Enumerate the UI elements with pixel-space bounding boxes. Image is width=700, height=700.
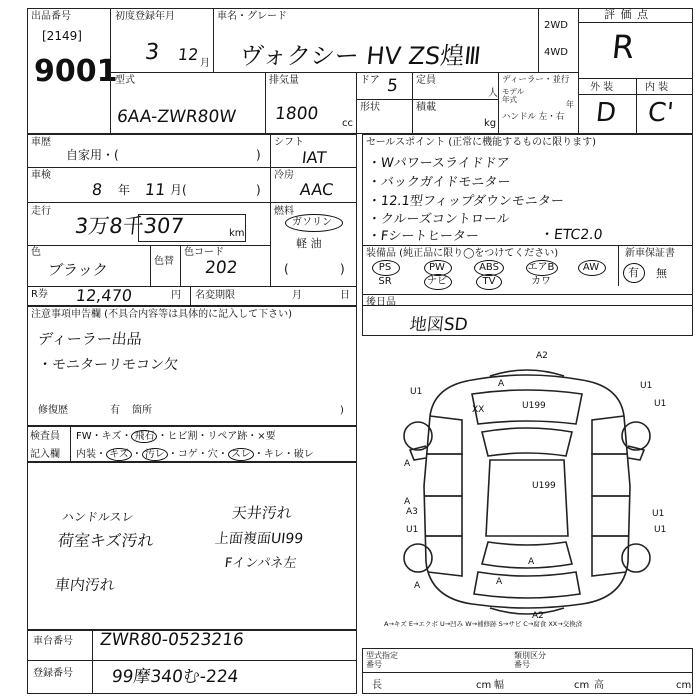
remark-5: Fインパネ左 — [224, 556, 298, 571]
sales-item-2: ・バックガイドモニター — [367, 175, 512, 190]
fuel-paren-close: ) — [340, 262, 345, 276]
color-code: 202 — [203, 258, 239, 278]
recorder-label: 記入欄 — [30, 449, 60, 460]
scratch-mark: キズ — [101, 431, 122, 442]
width-label: 幅 — [494, 680, 504, 691]
footer-divider — [92, 630, 93, 694]
spec-top-line — [110, 72, 578, 73]
lot-label: 出品番号 — [31, 11, 71, 22]
mark-left-rear: U1 — [406, 525, 419, 535]
chassis-label: 車台番号 — [33, 636, 73, 647]
stain-mark: 汚レ — [142, 448, 168, 461]
car-name-label: 車名・グレード — [217, 11, 287, 22]
displacement-label: 排気量 — [269, 75, 299, 86]
dealer-label: ディーラー・並行 — [502, 75, 570, 85]
fw-mark: FW — [76, 431, 92, 442]
height-label: 高 — [594, 680, 604, 691]
history-label: 車歴 — [31, 137, 51, 148]
mark-tailgate-1: A — [528, 557, 535, 567]
sales-points-label: セールスポイント (正常に機能するものに限ります) — [366, 137, 597, 148]
score-divider — [578, 8, 579, 134]
model-divider — [265, 72, 266, 134]
recycle-divider — [190, 286, 191, 306]
plate-value: 99摩340む-224 — [110, 667, 240, 687]
mark-right-side: U1 — [652, 509, 665, 519]
color-change-label: 色替 — [154, 256, 174, 267]
first-reg-year: 3 — [143, 40, 161, 65]
chassis-value: ZWR80-0523216 — [98, 630, 245, 650]
history-value: 自家用・( — [66, 148, 119, 162]
option-abs: ABS — [479, 262, 499, 273]
mark-hood-left: A — [498, 379, 505, 389]
recycle-unit: 円 — [171, 290, 181, 301]
mark-left-side-2: A — [404, 497, 411, 507]
inspector-row1: FW・キズ・ 飛石 ・ヒビ割・リペア跡・×要 — [76, 431, 276, 442]
car-name: ヴォクシー HV ZS煌Ⅲ — [238, 42, 483, 70]
aw-circle — [578, 260, 606, 276]
person-unit: 人 — [488, 88, 498, 99]
shape-divider — [412, 99, 413, 134]
color-divider — [150, 245, 151, 286]
model-value: 6AA-ZWR80W — [115, 107, 238, 127]
rear-left-wheel — [404, 544, 432, 572]
mark-left-fender-xx: XX — [472, 405, 485, 415]
sales-item-extra: ・ETC2.0 — [539, 227, 604, 243]
mark-front-bumper: A2 — [536, 351, 548, 361]
doors-divider — [412, 72, 413, 99]
recycle-value: 12,470 — [75, 286, 133, 305]
tailgate — [474, 572, 580, 598]
cert-label: 型式指定 番号 — [366, 651, 398, 669]
option-ps: PS — [378, 262, 392, 273]
inspector-label: 検査員 — [30, 431, 60, 442]
footer-mid-line — [27, 660, 357, 661]
lot-divider — [110, 8, 111, 134]
shift-value: IAT — [301, 148, 328, 167]
mileage-line — [27, 245, 270, 246]
warranty-label: 新車保証書 — [625, 248, 675, 259]
mark-roof: U199 — [532, 481, 556, 491]
windshield — [482, 428, 572, 456]
warranty-circle — [623, 263, 645, 283]
rear-right-wheel — [622, 544, 650, 572]
inspection-month-unit: 月( — [170, 183, 187, 197]
dealer-divider — [498, 72, 499, 134]
mark-tailgate-2: A — [496, 577, 503, 587]
sales-item-3: ・12.1型フィップダウンモニター — [367, 194, 565, 209]
ps-circle — [372, 260, 400, 276]
repair-label: 修復歴 — [38, 405, 68, 416]
option-navi: ナビ — [427, 276, 447, 287]
first-reg-label: 初度登録年月 — [115, 11, 175, 22]
first-reg-month-unit: 月 — [200, 58, 210, 69]
option-tv: TV — [482, 276, 496, 287]
notes-line-1: ディーラー出品 — [37, 330, 143, 348]
notes-label: 注意事項申告欄 (不具合内容等は具体的に記入して下さい) — [31, 309, 292, 320]
warranty-none: 無 — [656, 267, 667, 280]
cert-line — [362, 672, 693, 673]
kg-unit: kg — [484, 118, 497, 129]
code-divider — [180, 245, 181, 286]
remark-4: 上面複面UI99 — [214, 531, 304, 547]
plate-expiry-month: 月 — [292, 290, 302, 301]
inspection-month: 11 — [144, 180, 167, 199]
inspector-divider — [70, 426, 71, 462]
option-leather: カワ — [531, 276, 551, 287]
remark-2: 荷室キズ汚れ — [56, 531, 155, 550]
sales-item-5: ・Fシートヒーター — [367, 229, 480, 244]
grade-line-2 — [578, 94, 693, 95]
airbag-circle — [526, 260, 558, 276]
crack-mark: ヒビ割 — [167, 431, 198, 442]
lot-number: 9001 — [34, 54, 118, 89]
plate-expiry-label: 名変期限 — [195, 290, 235, 301]
plate-expiry-day: 日 — [340, 290, 350, 301]
mileage-unit: km — [229, 228, 245, 239]
reg-divider — [213, 8, 214, 72]
option-pw: PW — [429, 262, 445, 273]
inspection-year-unit: 年 — [118, 183, 131, 197]
inspector-row2: 内装・ キズ ・ 汚レ ・コゲ・穴・ スレ ・キレ・破レ — [76, 449, 314, 460]
model-year-label: モデル 年式 — [502, 87, 525, 104]
mark-left-quarter: A3 — [406, 507, 418, 517]
class-label: 類別区分 番号 — [514, 651, 546, 669]
roof — [486, 460, 568, 536]
inspection-year: 8 — [91, 180, 104, 199]
remark-3: 天井汚れ — [231, 504, 293, 522]
fuel-alt: 軽 油 — [296, 237, 322, 250]
equipment-line — [362, 245, 693, 246]
color-code-label: 色コード — [184, 247, 224, 258]
inspection-label: 車検 — [31, 170, 51, 181]
left-front-door — [424, 454, 462, 496]
required-mark: ×要 — [257, 431, 276, 442]
cc-unit: cc — [342, 118, 353, 129]
recycle-label: R券 — [31, 289, 48, 300]
mark-right-front-1: U1 — [640, 381, 653, 391]
color-label: 色 — [31, 247, 41, 258]
tv-circle — [476, 274, 502, 290]
history-line — [27, 167, 357, 168]
left-quarter — [425, 536, 462, 576]
rear-window — [482, 542, 572, 568]
mark-rear-bumper: A2 — [532, 611, 544, 621]
mileage-box — [138, 214, 246, 242]
left-rear-door — [424, 496, 462, 536]
rear-bumper — [490, 608, 564, 614]
repair-close: ) — [340, 405, 344, 416]
width-unit: cm — [574, 680, 590, 691]
first-reg-month: 12 — [177, 45, 200, 64]
shift-label: シフト — [274, 137, 304, 148]
plate-label: 登録番号 — [33, 668, 73, 679]
ac-label: 冷房 — [274, 170, 294, 181]
wear-mark: スレ — [228, 448, 254, 461]
cut-mark: キレ — [263, 449, 284, 460]
interior-mark: 内装 — [76, 449, 96, 460]
damage-legend: A→キズ E→エクボ U→凹み W→補修跡 S→サビ C→腐食 XX→交換済 — [384, 620, 583, 628]
exterior-label: 外 装 — [590, 82, 614, 93]
option-aw: AW — [582, 262, 600, 273]
inspection-line — [27, 202, 357, 203]
warranty-divider — [618, 245, 619, 286]
drive-4wd: 4WD — [544, 47, 568, 58]
interior-label: 内 装 — [645, 82, 669, 93]
doors-value: 5 — [385, 76, 399, 96]
exterior-grade: D — [594, 98, 618, 128]
doors-label: ドア — [360, 75, 380, 86]
option-sr: SR — [378, 276, 392, 287]
notes-line-2: ・モニターリモコン欠 — [37, 357, 179, 373]
warranty-value: 有 — [628, 266, 639, 279]
remark-1: ハンドルスレ — [61, 510, 135, 524]
right-front-door — [592, 454, 630, 496]
mark-left-side-1: A — [404, 459, 411, 469]
drive-2wd: 2WD — [544, 20, 568, 31]
accessories-value: 地図SD — [408, 315, 469, 335]
burn-mark: コゲ・穴 — [177, 449, 218, 460]
length-label: 長 — [372, 680, 382, 691]
drive-divider — [538, 8, 539, 72]
lot-code: [2149] — [42, 29, 82, 43]
mileage-label: 走行 — [31, 206, 51, 217]
load-label: 積載 — [416, 102, 436, 113]
fuel-value: ガソリン — [292, 217, 332, 228]
repair-trace-mark: リペア跡 — [207, 431, 248, 442]
tear-mark: 破レ — [293, 449, 314, 460]
height-unit: cm — [676, 680, 692, 691]
mark-right-rear: U1 — [654, 525, 667, 535]
interior-scratch-mark: キズ — [106, 448, 132, 461]
chip-mark: 飛石 — [131, 430, 157, 443]
fuel-paren-open: ( — [284, 262, 289, 276]
mark-right-front-2: U1 — [654, 399, 667, 409]
option-airbag: エアB — [527, 262, 555, 273]
length-unit: cm — [476, 680, 492, 691]
accessories-label: 後日品 — [366, 297, 396, 308]
history-close: ) — [256, 148, 261, 162]
equipment-label: 装備品 (純正品に限り◯をつけてください) — [366, 248, 559, 259]
fuel-label: 燃料 — [274, 206, 294, 217]
score-label: 評 価 点 — [604, 8, 649, 21]
navi-circle — [424, 274, 452, 290]
mark-left-rear-bumper: A — [414, 581, 421, 591]
spec-mid-line — [356, 99, 498, 100]
shape-label: 形状 — [360, 102, 380, 113]
handle-label: ハンドル 左・右 — [502, 112, 565, 122]
interior-grade: C' — [646, 98, 675, 128]
color-value: ブラック — [47, 261, 109, 279]
ac-value: AAC — [299, 180, 335, 199]
sales-item-1: ・Wパワースライドドア — [367, 156, 511, 171]
displacement-value: 1800 — [273, 104, 320, 124]
repair-value: 有 — [110, 405, 120, 416]
grade-divider — [636, 78, 637, 134]
year-unit: 年 — [566, 100, 574, 109]
remark-6: 車内汚れ — [54, 576, 116, 594]
capacity-label: 定員 — [416, 75, 436, 86]
score-value: R — [610, 28, 637, 66]
score-line — [578, 22, 693, 23]
repair-place: 箇所 — [132, 405, 152, 416]
disp-divider — [356, 72, 357, 134]
right-quarter — [592, 536, 629, 576]
sales-item-4: ・クルーズコントロール — [367, 212, 511, 227]
car-damage-diagram — [362, 336, 693, 630]
right-rear-door — [592, 496, 630, 536]
mark-roof-front: U199 — [522, 401, 546, 411]
mileage-value: 3万8千307 — [73, 214, 185, 238]
model-label: 型式 — [115, 75, 135, 86]
inspection-close: ) — [256, 183, 261, 197]
details-divider — [270, 134, 271, 286]
mark-left-front: U1 — [410, 387, 423, 397]
